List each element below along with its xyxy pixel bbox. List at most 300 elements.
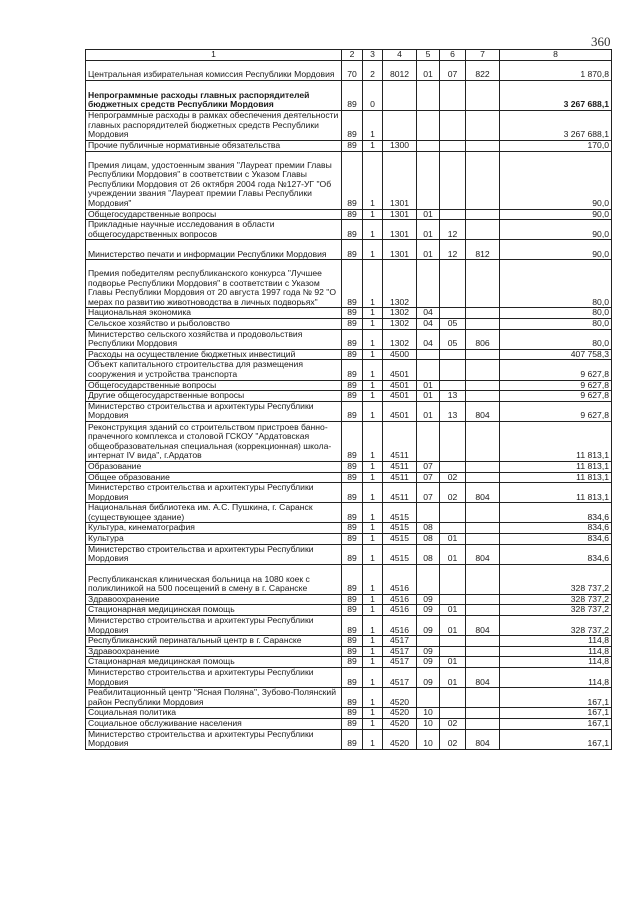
table-row	[86, 605, 612, 616]
row-code-7: 812	[466, 240, 500, 260]
row-code-6: 02	[440, 729, 466, 749]
row-code-3: 1	[363, 141, 383, 152]
row-code-5	[417, 503, 440, 523]
table-row	[86, 318, 612, 329]
row-code-5: 04	[417, 318, 440, 329]
row-code-6	[440, 503, 466, 523]
row-code-4: 1302	[383, 260, 417, 308]
row-code-5: 10	[417, 708, 440, 719]
row-code-2: 89	[342, 240, 363, 260]
row-code-6	[440, 209, 466, 220]
row-amount: 3 267 688,1	[500, 81, 612, 111]
row-name: Непрограммные расходы главных распорядителей бюджетных средств Республики Мордовия	[86, 81, 342, 111]
row-code-4: 4516	[383, 594, 417, 605]
row-code-4: 4517	[383, 636, 417, 647]
row-code-3: 1	[363, 668, 383, 688]
row-code-7: 806	[466, 329, 500, 349]
header-col-5: 5	[417, 50, 440, 61]
row-code-4: 4501	[383, 360, 417, 380]
row-name: Стационарная медицинская помощь	[86, 657, 342, 668]
row-code-2: 89	[342, 605, 363, 616]
row-name: Расходы на осуществление бюджетных инвестиций	[86, 349, 342, 360]
row-code-5	[417, 421, 440, 461]
row-code-5	[417, 564, 440, 594]
row-amount: 167,1	[500, 718, 612, 729]
row-code-6: 01	[440, 616, 466, 636]
table-row	[86, 688, 612, 708]
table-row	[86, 503, 612, 523]
row-code-6: 07	[440, 61, 466, 81]
row-code-5	[417, 636, 440, 647]
row-code-6: 12	[440, 240, 466, 260]
row-code-6	[440, 461, 466, 472]
row-name: Министерство печати и информации Республики Мордовия	[86, 240, 342, 260]
row-code-2: 89	[342, 318, 363, 329]
row-name: Реконструкция зданий со строительством пристроев банно-прачечного комплекса и столовой ГСКОУ "Ардатовская общеобразовательная специальная (коррекционная) школа-интернат IV вида", г.Ардатов	[86, 421, 342, 461]
page-number: 360	[591, 34, 611, 49]
row-code-5: 10	[417, 718, 440, 729]
row-code-7	[466, 81, 500, 111]
row-code-6: 02	[440, 718, 466, 729]
row-code-3: 1	[363, 564, 383, 594]
row-code-4: 4501	[383, 380, 417, 391]
row-code-4: 1302	[383, 308, 417, 319]
row-name: Непрограммные расходы в рамках обеспечения деятельности главных распорядителей бюджетных средств Республики Мордовия	[86, 111, 342, 141]
row-code-3: 1	[363, 329, 383, 349]
row-code-6: 01	[440, 534, 466, 545]
row-code-3: 1	[363, 729, 383, 749]
row-code-2: 89	[342, 360, 363, 380]
row-code-7	[466, 318, 500, 329]
row-code-4: 4520	[383, 688, 417, 708]
row-code-2: 89	[342, 220, 363, 240]
row-code-3: 1	[363, 260, 383, 308]
row-code-2: 89	[342, 657, 363, 668]
row-amount: 834,6	[500, 523, 612, 534]
row-name: Реабилитационный центр "Ясная Поляна", Зубово-Полянский район Республики Мордовия	[86, 688, 342, 708]
row-code-6: 13	[440, 401, 466, 421]
row-code-4: 4517	[383, 657, 417, 668]
row-name: Центральная избирательная комиссия Республики Мордовия	[86, 61, 342, 81]
row-amount: 90,0	[500, 151, 612, 209]
row-code-7	[466, 636, 500, 647]
row-amount: 90,0	[500, 240, 612, 260]
row-amount: 90,0	[500, 209, 612, 220]
row-code-2: 89	[342, 594, 363, 605]
row-code-7	[466, 605, 500, 616]
row-amount: 114,8	[500, 646, 612, 657]
row-code-2: 89	[342, 380, 363, 391]
row-code-5: 07	[417, 483, 440, 503]
row-code-3: 1	[363, 421, 383, 461]
row-code-4: 1301	[383, 220, 417, 240]
row-code-7	[466, 349, 500, 360]
row-code-6	[440, 141, 466, 152]
row-code-4: 1301	[383, 151, 417, 209]
row-code-3: 1	[363, 308, 383, 319]
row-code-5: 09	[417, 616, 440, 636]
row-name: Республиканский перинатальный центр в г. Саранске	[86, 636, 342, 647]
row-code-7: 804	[466, 483, 500, 503]
row-code-2: 70	[342, 61, 363, 81]
row-code-2: 89	[342, 718, 363, 729]
row-code-5: 07	[417, 472, 440, 483]
row-code-5: 01	[417, 220, 440, 240]
row-code-7	[466, 718, 500, 729]
row-code-2: 89	[342, 391, 363, 402]
row-code-6	[440, 151, 466, 209]
row-code-3: 1	[363, 503, 383, 523]
row-name: Премия победителям республиканского конкурса "Лучшее подворье Республики Мордовия" в соответствии с Указом Главы Республики Мордовия от 20 августа 1997 года № 92 "О мерах по развитию животноводства в личных подворьях"	[86, 260, 342, 308]
row-code-3: 1	[363, 318, 383, 329]
row-code-3: 1	[363, 657, 383, 668]
row-code-6	[440, 646, 466, 657]
table-row	[86, 329, 612, 349]
row-code-6	[440, 421, 466, 461]
table-row	[86, 472, 612, 483]
row-code-5: 04	[417, 308, 440, 319]
row-code-7: 822	[466, 61, 500, 81]
row-code-3: 1	[363, 240, 383, 260]
row-code-7	[466, 220, 500, 240]
row-code-6	[440, 594, 466, 605]
row-code-5	[417, 111, 440, 141]
row-code-6	[440, 308, 466, 319]
row-code-7	[466, 260, 500, 308]
row-name: Министерство строительства и архитектуры Республики Мордовия	[86, 401, 342, 421]
row-amount: 834,6	[500, 534, 612, 545]
row-code-3: 1	[363, 544, 383, 564]
row-code-7	[466, 308, 500, 319]
row-code-6: 01	[440, 605, 466, 616]
row-code-2: 89	[342, 308, 363, 319]
table-row	[86, 636, 612, 647]
row-code-6: 05	[440, 318, 466, 329]
table-row	[86, 240, 612, 260]
row-name: Культура, кинематография	[86, 523, 342, 534]
table-row	[86, 81, 612, 111]
row-name: Здравоохранение	[86, 646, 342, 657]
row-code-5: 08	[417, 534, 440, 545]
row-amount: 9 627,8	[500, 380, 612, 391]
header-col-3: 3	[363, 50, 383, 61]
row-code-3: 1	[363, 534, 383, 545]
row-name: Образование	[86, 461, 342, 472]
row-code-4: 4516	[383, 605, 417, 616]
row-code-7	[466, 151, 500, 209]
row-amount: 80,0	[500, 318, 612, 329]
row-amount: 3 267 688,1	[500, 111, 612, 141]
row-name: Премия лицам, удостоенным звания "Лауреат премии Главы Республики Мордовия" в соответствии с Указом Главы Республики Мордовия от 26 октября 2004 года №127-УГ "Об учреждении звания "Лауреат премии Главы Республики Мордовия"	[86, 151, 342, 209]
row-amount: 1 870,8	[500, 61, 612, 81]
row-code-5: 01	[417, 240, 440, 260]
row-code-2: 89	[342, 544, 363, 564]
row-amount: 80,0	[500, 260, 612, 308]
row-code-7	[466, 564, 500, 594]
row-code-4: 4517	[383, 668, 417, 688]
budget-table	[85, 49, 612, 750]
row-amount: 114,8	[500, 636, 612, 647]
table-row	[86, 61, 612, 81]
row-name: Министерство строительства и архитектуры Республики Мордовия	[86, 616, 342, 636]
row-code-5	[417, 260, 440, 308]
row-code-7	[466, 708, 500, 719]
table-row	[86, 380, 612, 391]
row-code-7: 804	[466, 668, 500, 688]
row-code-2: 89	[342, 646, 363, 657]
table-row	[86, 718, 612, 729]
row-code-3: 1	[363, 391, 383, 402]
row-code-5	[417, 688, 440, 708]
row-code-2: 89	[342, 668, 363, 688]
row-code-5: 09	[417, 594, 440, 605]
row-code-2: 89	[342, 349, 363, 360]
row-code-7	[466, 380, 500, 391]
row-code-4: 4500	[383, 349, 417, 360]
table-row	[86, 360, 612, 380]
row-code-2: 89	[342, 141, 363, 152]
row-code-3: 1	[363, 380, 383, 391]
header-col-4: 4	[383, 50, 417, 61]
row-code-6	[440, 360, 466, 380]
row-name: Министерство строительства и архитектуры Республики Мордовия	[86, 483, 342, 503]
row-code-7	[466, 523, 500, 534]
row-code-3: 1	[363, 360, 383, 380]
row-code-3: 1	[363, 636, 383, 647]
row-code-3: 2	[363, 61, 383, 81]
row-code-3: 0	[363, 81, 383, 111]
table-row	[86, 523, 612, 534]
row-code-5: 09	[417, 646, 440, 657]
row-amount: 114,8	[500, 668, 612, 688]
row-code-4: 4520	[383, 729, 417, 749]
row-code-5: 08	[417, 544, 440, 564]
row-code-3: 1	[363, 401, 383, 421]
table-row	[86, 391, 612, 402]
row-code-4: 4516	[383, 616, 417, 636]
row-code-7	[466, 461, 500, 472]
row-code-4: 1302	[383, 329, 417, 349]
row-code-5	[417, 360, 440, 380]
row-code-4: 4511	[383, 483, 417, 503]
row-code-6	[440, 349, 466, 360]
row-code-3: 1	[363, 708, 383, 719]
row-code-4	[383, 111, 417, 141]
row-code-7: 804	[466, 401, 500, 421]
table-row	[86, 461, 612, 472]
row-amount: 407 758,3	[500, 349, 612, 360]
row-amount: 328 737,2	[500, 594, 612, 605]
row-code-6	[440, 260, 466, 308]
row-name: Социальная политика	[86, 708, 342, 719]
row-amount: 328 737,2	[500, 616, 612, 636]
row-code-2: 89	[342, 708, 363, 719]
row-code-3: 1	[363, 594, 383, 605]
row-name: Общегосударственные вопросы	[86, 209, 342, 220]
row-code-4: 4501	[383, 391, 417, 402]
row-code-3: 1	[363, 461, 383, 472]
header-col-2: 2	[342, 50, 363, 61]
table-row	[86, 616, 612, 636]
row-code-7	[466, 594, 500, 605]
table-header-row	[86, 50, 612, 61]
row-name: Здравоохранение	[86, 594, 342, 605]
row-amount: 11 813,1	[500, 421, 612, 461]
row-code-4: 4515	[383, 503, 417, 523]
row-code-2: 89	[342, 260, 363, 308]
row-name: Общегосударственные вопросы	[86, 380, 342, 391]
row-code-4: 4501	[383, 401, 417, 421]
row-code-3: 1	[363, 688, 383, 708]
row-code-3: 1	[363, 483, 383, 503]
row-name: Национальная экономика	[86, 308, 342, 319]
row-code-3: 1	[363, 616, 383, 636]
row-code-5	[417, 349, 440, 360]
row-code-6: 02	[440, 483, 466, 503]
row-amount: 167,1	[500, 688, 612, 708]
row-code-4: 4511	[383, 461, 417, 472]
row-code-3: 1	[363, 151, 383, 209]
row-code-6: 01	[440, 668, 466, 688]
table-body	[86, 61, 612, 750]
row-amount: 9 627,8	[500, 401, 612, 421]
row-amount: 170,0	[500, 141, 612, 152]
row-code-5: 01	[417, 401, 440, 421]
row-code-7	[466, 360, 500, 380]
row-amount: 80,0	[500, 329, 612, 349]
row-code-2: 89	[342, 151, 363, 209]
row-code-5: 09	[417, 668, 440, 688]
row-name: Министерство сельского хозяйства и продовольствия Республики Мордовия	[86, 329, 342, 349]
row-amount: 328 737,2	[500, 605, 612, 616]
row-code-3: 1	[363, 220, 383, 240]
table-row	[86, 534, 612, 545]
row-code-2: 89	[342, 564, 363, 594]
table-row	[86, 646, 612, 657]
row-code-7	[466, 421, 500, 461]
row-code-4: 4517	[383, 646, 417, 657]
row-code-4: 4520	[383, 718, 417, 729]
row-amount: 90,0	[500, 220, 612, 240]
row-code-5: 09	[417, 657, 440, 668]
row-code-4	[383, 81, 417, 111]
row-amount: 167,1	[500, 729, 612, 749]
row-code-5	[417, 141, 440, 152]
row-code-2: 89	[342, 616, 363, 636]
row-name: Культура	[86, 534, 342, 545]
row-code-2: 89	[342, 688, 363, 708]
row-code-6	[440, 636, 466, 647]
table-row	[86, 421, 612, 461]
row-code-4: 1300	[383, 141, 417, 152]
row-code-2: 89	[342, 461, 363, 472]
row-code-6	[440, 523, 466, 534]
row-amount: 328 737,2	[500, 564, 612, 594]
row-code-4: 4511	[383, 421, 417, 461]
row-code-6	[440, 111, 466, 141]
row-code-2: 89	[342, 534, 363, 545]
table-row	[86, 209, 612, 220]
row-amount: 11 813,1	[500, 483, 612, 503]
row-code-6	[440, 688, 466, 708]
row-code-3: 1	[363, 209, 383, 220]
table-row	[86, 349, 612, 360]
table-row	[86, 729, 612, 749]
row-code-6: 01	[440, 544, 466, 564]
table-row	[86, 401, 612, 421]
row-code-3: 1	[363, 646, 383, 657]
row-code-4: 8012	[383, 61, 417, 81]
row-name: Другие общегосударственные вопросы	[86, 391, 342, 402]
row-code-4: 4520	[383, 708, 417, 719]
row-code-2: 89	[342, 472, 363, 483]
row-code-6	[440, 380, 466, 391]
row-code-2: 89	[342, 523, 363, 534]
row-amount: 834,6	[500, 503, 612, 523]
row-code-3: 1	[363, 523, 383, 534]
row-code-6	[440, 81, 466, 111]
row-code-5	[417, 151, 440, 209]
row-amount: 11 813,1	[500, 461, 612, 472]
row-code-3: 1	[363, 605, 383, 616]
row-code-2: 89	[342, 503, 363, 523]
row-code-6: 02	[440, 472, 466, 483]
row-code-4: 4515	[383, 544, 417, 564]
row-code-7: 804	[466, 544, 500, 564]
row-name: Министерство строительства и архитектуры Республики Мордовия	[86, 729, 342, 749]
header-col-8: 8	[500, 50, 612, 61]
table-row	[86, 657, 612, 668]
row-name: Общее образование	[86, 472, 342, 483]
row-code-4: 4515	[383, 523, 417, 534]
row-code-4: 1301	[383, 240, 417, 260]
header-col-1: 1	[86, 50, 342, 61]
row-code-7	[466, 688, 500, 708]
row-code-2: 89	[342, 483, 363, 503]
row-amount: 9 627,8	[500, 360, 612, 380]
row-code-2: 89	[342, 111, 363, 141]
row-code-5: 04	[417, 329, 440, 349]
table-row	[86, 260, 612, 308]
row-code-6: 13	[440, 391, 466, 402]
row-code-5: 08	[417, 523, 440, 534]
row-code-2: 89	[342, 421, 363, 461]
row-amount: 834,6	[500, 544, 612, 564]
row-name: Сельское хозяйство и рыболовство	[86, 318, 342, 329]
row-name: Министерство строительства и архитектуры Республики Мордовия	[86, 544, 342, 564]
row-code-2: 89	[342, 401, 363, 421]
row-code-7	[466, 657, 500, 668]
row-amount: 167,1	[500, 708, 612, 719]
row-code-7	[466, 391, 500, 402]
row-name: Стационарная медицинская помощь	[86, 605, 342, 616]
row-code-4: 1301	[383, 209, 417, 220]
row-code-2: 89	[342, 329, 363, 349]
row-code-6: 05	[440, 329, 466, 349]
row-code-5: 09	[417, 605, 440, 616]
row-code-6	[440, 708, 466, 719]
table-row	[86, 141, 612, 152]
table-row	[86, 308, 612, 319]
table-row	[86, 708, 612, 719]
row-code-7	[466, 111, 500, 141]
table-row	[86, 594, 612, 605]
row-amount: 114,8	[500, 657, 612, 668]
header-col-6: 6	[440, 50, 466, 61]
row-code-2: 89	[342, 729, 363, 749]
table-row	[86, 111, 612, 141]
row-code-6: 01	[440, 657, 466, 668]
